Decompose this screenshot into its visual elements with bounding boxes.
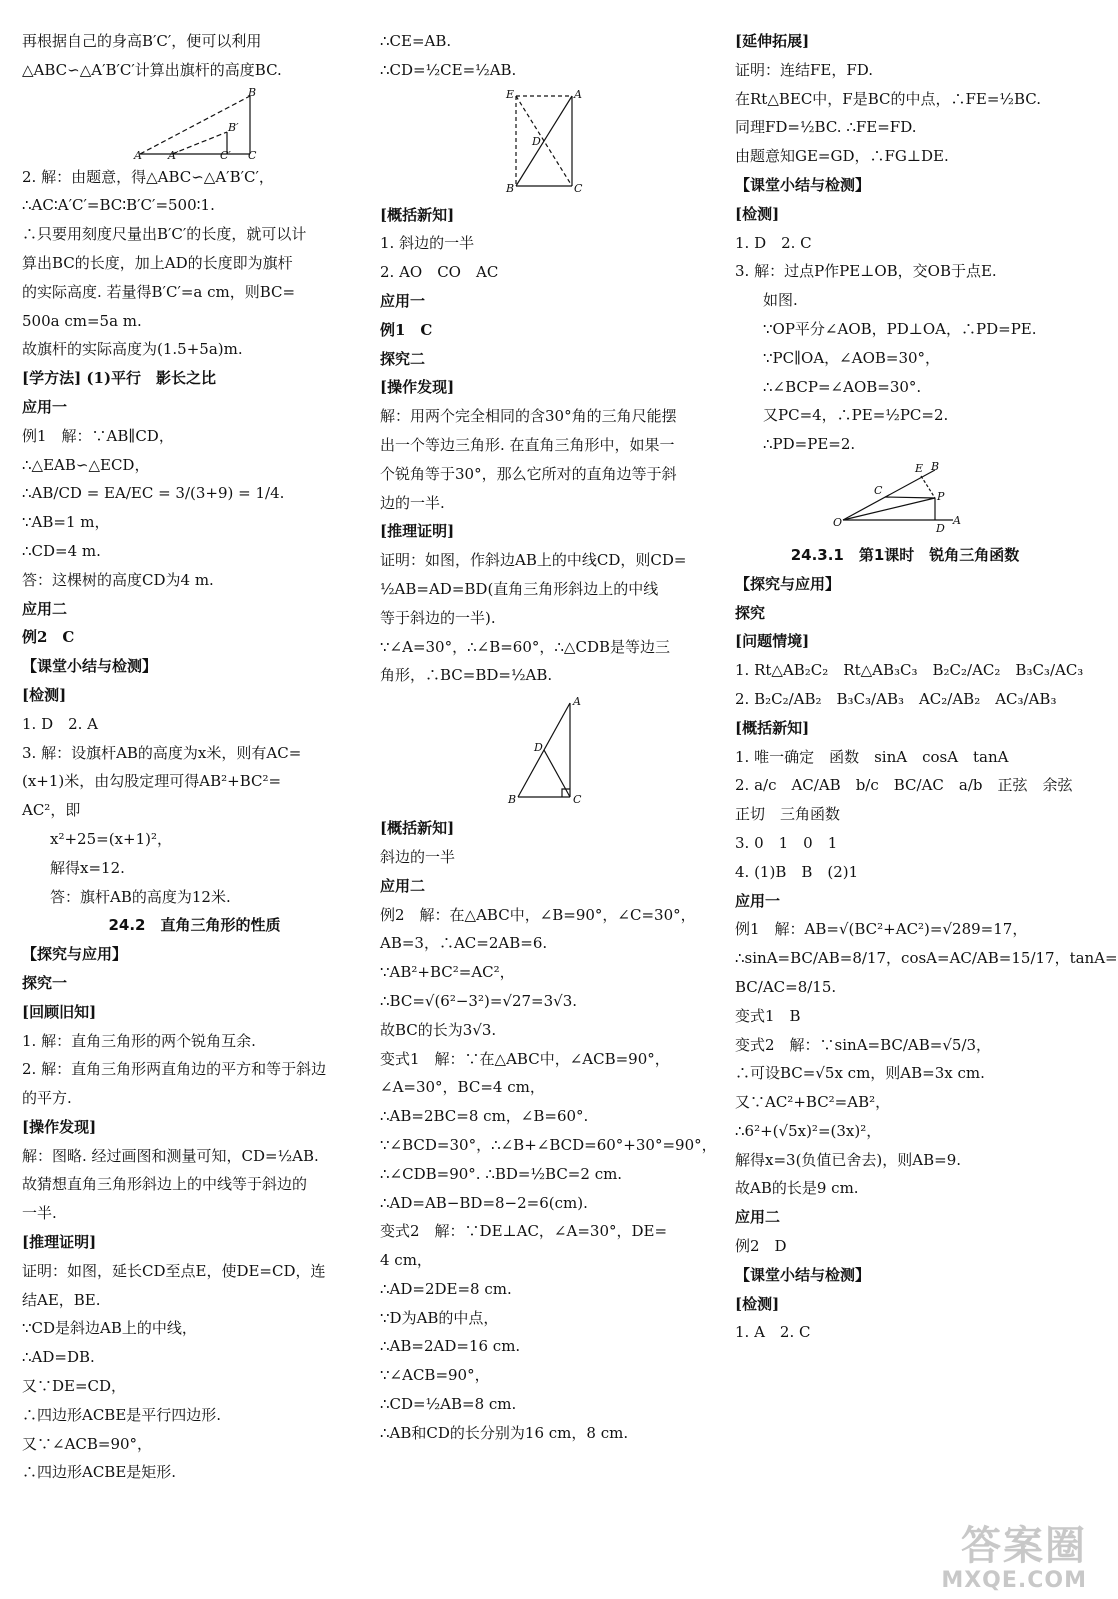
text-line: 例2 C [22,628,75,647]
text-line: ∵PC∥OA，∠AOB=30°， [763,348,941,367]
text-line: 结AE，BE. [22,1290,101,1309]
text-line: 【探究与应用】 [735,574,841,593]
text-line: 应用一 [735,891,781,910]
text-line: ∵D为AB的中点， [380,1308,499,1327]
text-line: 解得x=12. [50,858,125,877]
watermark-url: MXQE.COM [941,1568,1087,1593]
text-line: 探究 [735,603,766,622]
svg-text:A: A [134,148,142,162]
text-line: 个锐角等于30°，那么它所对的直角边等于斜 [380,464,677,483]
text-line: [检测] [735,204,780,223]
text-line: 的平方. [22,1089,72,1108]
text-line: 3. 解：设旗杆AB的高度为x米，则有AC= [22,743,302,762]
text-line: ∴6²+(√5x)²=(3x)²， [735,1121,882,1140]
text-line: ∴AB=2AD=16 cm. [380,1337,521,1356]
text-line: ∴BC=√(6²−3²)=√27=3√3. [380,991,578,1010]
svg-text:D: D [936,521,945,535]
text-line: 故AB的长是9 cm. [735,1179,859,1198]
text-line: 出一个等边三角形. 在直角三角形中，如果一 [380,435,675,454]
text-line: 一半. [22,1204,57,1223]
text-line: ∴AD=AB−BD=8−2=6(cm). [380,1193,588,1212]
text-line: ½AB=AD=BD(直角三角形斜边上的中线 [380,579,659,598]
text-line: △ABC∽△A′B′C′计算出旗杆的高度BC. [22,60,282,79]
text-line: 斜边的一半 [380,847,456,866]
text-line: ∴△EAB∽△ECD， [22,455,150,474]
svg-text:D: D [534,741,543,755]
text-line: ∵CD是斜边AB上的中线， [22,1319,197,1338]
text-line: 【课堂小结与检测】 [22,657,158,676]
text-line: ∴∠BCP=∠AOB=30°. [763,377,922,396]
text-line: 应用二 [22,599,68,618]
text-line: 故BC的长为3√3. [380,1020,497,1039]
text-line: 的实际高度. 若量得B′C′=a cm，则BC= [22,282,296,301]
text-line: ∴CE=AB. [380,32,452,50]
text-line: 1. 斜边的一半 [380,234,475,253]
text-line: 又∵∠ACB=90°， [22,1434,153,1453]
text-line: BC/AC=8/15. [735,977,837,996]
text-line: 例2 D [735,1237,787,1256]
text-line: 2. 解：由题意，得△ABC∽△A′B′C′， [22,167,274,186]
text-line: 3. 解：过点P作PE⊥OB，交OB于点E. [735,262,997,281]
text-line: 应用一 [380,291,426,310]
text-line: ∴AD=DB. [22,1348,95,1367]
text-line: 又∵AC²+BC²=AB²， [735,1093,891,1112]
text-line: 故猜想直角三角形斜边上的中线等于斜边的 [22,1175,308,1194]
svg-text:B: B [248,85,257,99]
text-line: 等于斜边的一半). [380,608,496,627]
text-line: ∴CD=½CE=½AB. [380,60,517,79]
text-line: 答：旗杆AB的高度为12米. [50,887,231,906]
text-line: AB=3，∴AC=2AB=6. [380,934,548,953]
text-line: 探究二 [380,349,426,368]
text-line: 在Rt△BEC中，F是BC的中点，∴FE=½BC. [735,89,1041,108]
text-line: [概括新知] [735,718,810,737]
text-line: 又∵DE=CD， [22,1377,127,1396]
text-line: 解得x=3(负值已舍去)，则AB=9. [735,1150,962,1169]
text-line: 算出BC的长度，加上AD的长度即为旗杆 [22,253,293,272]
svg-text:C: C [573,793,582,807]
watermark-text: 答案圈 [961,1523,1087,1569]
text-line: ∵AB²+BC²=AC²， [380,963,515,982]
text-line: 再根据自己的身高B′C′，便可以利用 [22,32,262,50]
column-left [22,30,367,1490]
text-line: [概括新知] [380,205,455,224]
text-line: 1. Rt△AB₂C₂ Rt△AB₃C₃ B₂C₂/AC₂ B₃C₃/AC₃ [735,661,1084,680]
text-line: AC²，即 [22,801,81,820]
text-line: 2. a/c AC/AB b/c BC/AC a/b 正弦 余弦 [735,776,1073,795]
text-line: 变式1 B [735,1006,801,1025]
text-line: 如图. [763,291,798,310]
text-line: 探究一 [22,973,68,992]
text-line: 4. (1)B B (2)1 [735,862,859,881]
svg-text:A: A [953,513,961,527]
text-line: ∴CD=4 m. [22,541,101,560]
svg-text:O: O [833,515,843,529]
section-title: 24.3.1 第1课时 锐角三角函数 [790,545,1020,564]
text-line: 1. D 2. C [735,233,812,252]
text-line: 1. A 2. C [735,1323,811,1342]
text-line: ∴可设BC=√5x cm，则AB=3x cm. [735,1064,985,1083]
rectangle-figure [380,88,680,198]
text-line: 角形，∴BC=BD=½AB. [380,666,553,685]
text-line: 例1 解：AB=√(BC²+AC²)=√289=17， [735,920,1028,939]
text-line: ∴只要用刻度尺量出B′C′的长度，就可以计 [22,225,307,244]
text-line: 变式2 解：∵sinA=BC/AB=√5/3， [735,1035,992,1054]
text-line: [检测] [22,685,67,704]
text-line: [延伸拓展] [735,32,810,50]
text-line: ∴AC∶A′C′=BC∶B′C′=500∶1. [22,196,215,215]
svg-text:C: C [248,148,257,162]
text-line: 1. 解：直角三角形的两个锐角互余. [22,1031,256,1050]
text-line: 由题意知GE=GD，∴FG⊥DE. [735,147,949,166]
angle-bisector-figure [735,459,1035,538]
text-line: 500a cm=5a m. [22,311,142,330]
text-line: [操作发现] [22,1117,97,1136]
svg-text:B′: B′ [228,120,239,134]
text-line: 【课堂小结与检测】 [735,1265,871,1284]
text-line: 变式1 解：∵在△ABC中，∠ACB=90°， [380,1049,670,1068]
text-line: [回顾旧知] [22,1002,97,1021]
text-line: [推理证明] [380,522,455,541]
text-line: ∴AB和CD的长分别为16 cm，8 cm. [380,1423,629,1442]
text-line: 例1 C [380,320,433,339]
text-line: 解：图略. 经过画图和测量可知，CD=½AB. [22,1146,319,1165]
right-triangle-figure [380,693,680,811]
text-line: ∴PD=PE=2. [763,435,856,454]
text-line: 2. AO CO AC [380,263,499,282]
text-line: ∴sinA=BC/AB=8/17，cosA=AC/AB=15/17，tanA= [735,949,1118,968]
text-line: ∴四边形ACBE是矩形. [22,1463,177,1482]
text-line: 边的一半. [380,493,445,512]
text-line: 变式2 解：∵DE⊥AC，∠A=30°，DE= [380,1222,668,1241]
text-line: 同理FD=½BC. ∴FE=FD. [735,118,917,137]
text-line: [概括新知] [380,819,455,838]
text-line: ∵OP平分∠AOB，PD⊥OA，∴PD=PE. [763,319,1037,338]
text-line: 证明：连结FE，FD. [735,60,874,79]
svg-text:E: E [506,87,515,101]
text-line: 又PC=4，∴PE=½PC=2. [763,406,949,425]
text-line: 2. B₂C₂/AB₂ B₃C₃/AB₃ AC₂/AB₂ AC₃/AB₃ [735,689,1057,708]
svg-text:D: D [532,134,541,148]
text-line: (x+1)米，由勾股定理可得AB²+BC²= [22,772,282,791]
svg-text:B: B [931,459,940,473]
text-line: ∵∠BCD=30°，∴∠B+∠BCD=60°+30°=90°， [380,1135,717,1154]
text-line: 故旗杆的实际高度为(1.5+5a)m. [22,340,243,359]
svg-text:A′: A′ [168,148,179,162]
text-line: ∵∠ACB=90°， [380,1366,490,1385]
text-line: 【探究与应用】 [22,945,128,964]
text-line: ∴AB/CD = EA/EC = 3/(3+9) = 1/4. [22,484,285,503]
text-line: 答：这棵树的高度CD为4 m. [22,570,214,589]
text-line: 1. 唯一确定 函数 sinA cosA tanA [735,747,1009,766]
svg-text:B: B [508,793,517,807]
flagpole-figure [22,85,322,162]
text-line: [操作发现] [380,378,455,397]
svg-text:A: A [573,695,581,709]
column-right [735,30,1118,1350]
text-line: 3. 0 1 0 1 [735,833,838,852]
text-line: 解：用两个完全相同的含30°角的三角尺能摆 [380,407,677,426]
text-line: ∵AB=1 m， [22,513,110,532]
text-line: 4 cm， [380,1251,432,1270]
svg-text:B: B [506,181,515,195]
column-middle [380,30,720,1451]
svg-text:P: P [937,489,945,503]
svg-text:C: C [874,483,883,497]
text-line: 应用二 [735,1208,781,1227]
text-line: ∴AD=2DE=8 cm. [380,1279,512,1298]
text-line: [检测] [735,1294,780,1313]
text-line: ∴CD=½AB=8 cm. [380,1395,517,1414]
text-line: ∴AB=2BC=8 cm，∠B=60°. [380,1107,589,1126]
text-line: ∴∠CDB=90°. ∴BD=½BC=2 cm. [380,1164,623,1183]
text-line: 证明：如图，延长CD至点E，使DE=CD，连 [22,1261,326,1280]
text-line: 应用二 [380,876,426,895]
text-line: 【课堂小结与检测】 [735,175,871,194]
text-line: [学方法] (1)平行 影长之比 [22,369,217,388]
text-line: [推理证明] [22,1233,97,1252]
svg-text:A: A [574,87,582,101]
text-line: 1. D 2. A [22,714,99,733]
text-line: 应用一 [22,397,68,416]
text-line: x²+25=(x+1)²， [50,829,172,848]
svg-text:E: E [915,461,924,475]
svg-text:C: C [574,181,583,195]
text-line: 例2 解：在△ABC中，∠B=90°，∠C=30°， [380,905,696,924]
svg-text:C′: C′ [220,148,231,162]
text-line: ∠A=30°，BC=4 cm， [380,1078,545,1097]
text-line: ∵∠A=30°，∴∠B=60°，∴△CDB是等边三 [380,637,670,656]
text-line: ∴四边形ACBE是平行四边形. [22,1405,222,1424]
section-title: 24.2 直角三角形的性质 [108,916,281,935]
text-line: 证明：如图，作斜边AB上的中线CD，则CD= [380,551,687,570]
text-line: 正切 三角函数 [735,805,841,824]
text-line: 2. 解：直角三角形两直角边的平方和等于斜边 [22,1060,327,1079]
text-line: [问题情境] [735,632,810,651]
text-line: 例1 解：∵AB∥CD， [22,426,174,445]
watermark-logo [941,1524,1087,1593]
